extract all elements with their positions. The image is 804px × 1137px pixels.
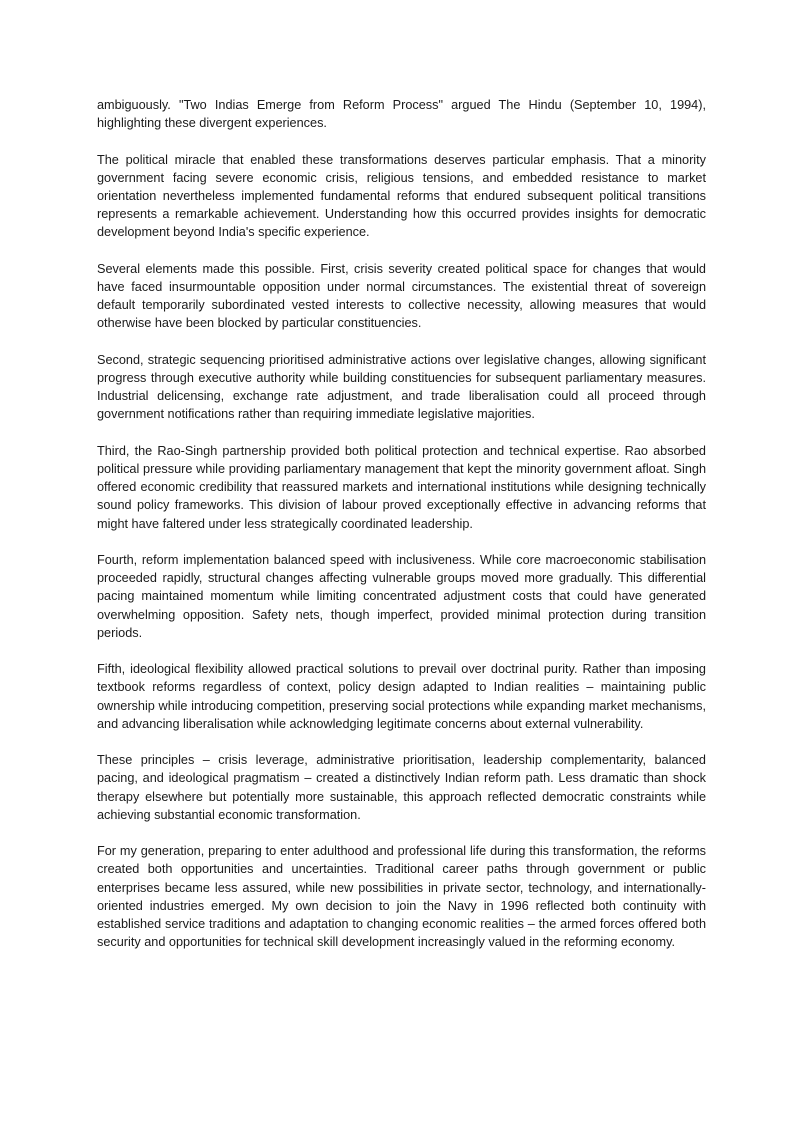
paragraph-2: The political miracle that enabled these transformations deserves particular emphasis. That a minority government facing severe economic crisis, religious tensions, and embedded resistance to market orientation nevertheless implemented fundamental reforms that endured subsequent political transitions represents a remarkable achievement. Understanding how this occurred provides insights for democratic development beyond India's specific experience. [97,152,706,240]
paragraph-3: Several elements made this possible. First, crisis severity created political space for changes that would have faced insurmountable opposition under normal circumstances. The existential threat of sovereign default temporarily subordinated vested interests to collective necessity, allowing measures that would otherwise have been blocked by particular constituencies. [97,261,706,331]
paragraph-1: ambiguously. "Two Indias Emerge from Reform Process" argued The Hindu (September 10, 1994), highlighting these divergent experiences. [97,98,706,131]
paragraph-6: Fourth, reform implementation balanced speed with inclusiveness. While core macroeconomic stabilisation proceeded rapidly, structural changes affecting vulnerable groups moved more gradually. This differential pacing maintained momentum while limiting concentrated adjustment costs that could have generated overwhelming opposition. Safety nets, though imperfect, provided minimal protection during transition periods. [97,553,706,640]
paragraph-5: Third, the Rao-Singh partnership provided both political protection and technical expertise. Rao absorbed political pressure while providing parliamentary management that kept the minority government afloat. Singh offered economic credibility that reassured markets and international institutions while designing technically sound policy frameworks. This division of labour proved exceptionally effective in advancing reforms that might have faltered under less strategically coordinated leadership. [97,443,706,531]
paragraph-7: Fifth, ideological flexibility allowed practical solutions to prevail over doctrinal purity. Rather than imposing textbook reforms regardless of context, policy design adapted to Indian realities – maintaining public ownership while introducing competition, preserving social protections while expanding market mechanisms, and advancing liberalisation while acknowledging legitimate concerns about external vulnerability. [97,662,706,731]
paragraph-8: These principles – crisis leverage, administrative prioritisation, leadership complementarity, balanced pacing, and ideological pragmatism – created a distinctively Indian reform path. Less dramatic than shock therapy elsewhere but potentially more sustainable, this approach reflected democratic constraints while achieving substantial economic transformation. [97,753,706,822]
paragraph-9: For my generation, preparing to enter adulthood and professional life during this transformation, the reforms created both opportunities and uncertainties. Traditional career paths through government or public enterprises became less assured, while new possibilities in private sector, technology, and internationally-oriented industries emerged. My own decision to join the Navy in 1996 reflected both continuity with established service traditions and adaptation to changing economic realities – the armed forces offered both security and opportunities for technical skill development increasingly valued in the reforming economy. [97,844,706,950]
paragraph-4: Second, strategic sequencing prioritised administrative actions over legislative changes, allowing significant progress through executive authority while building constituencies for subsequent parliamentary measures. Industrial delicensing, exchange rate adjustment, and trade liberalisation could all proceed through government notifications rather than requiring immediate legislative majorities. [97,352,706,422]
document-page [97,96,706,970]
